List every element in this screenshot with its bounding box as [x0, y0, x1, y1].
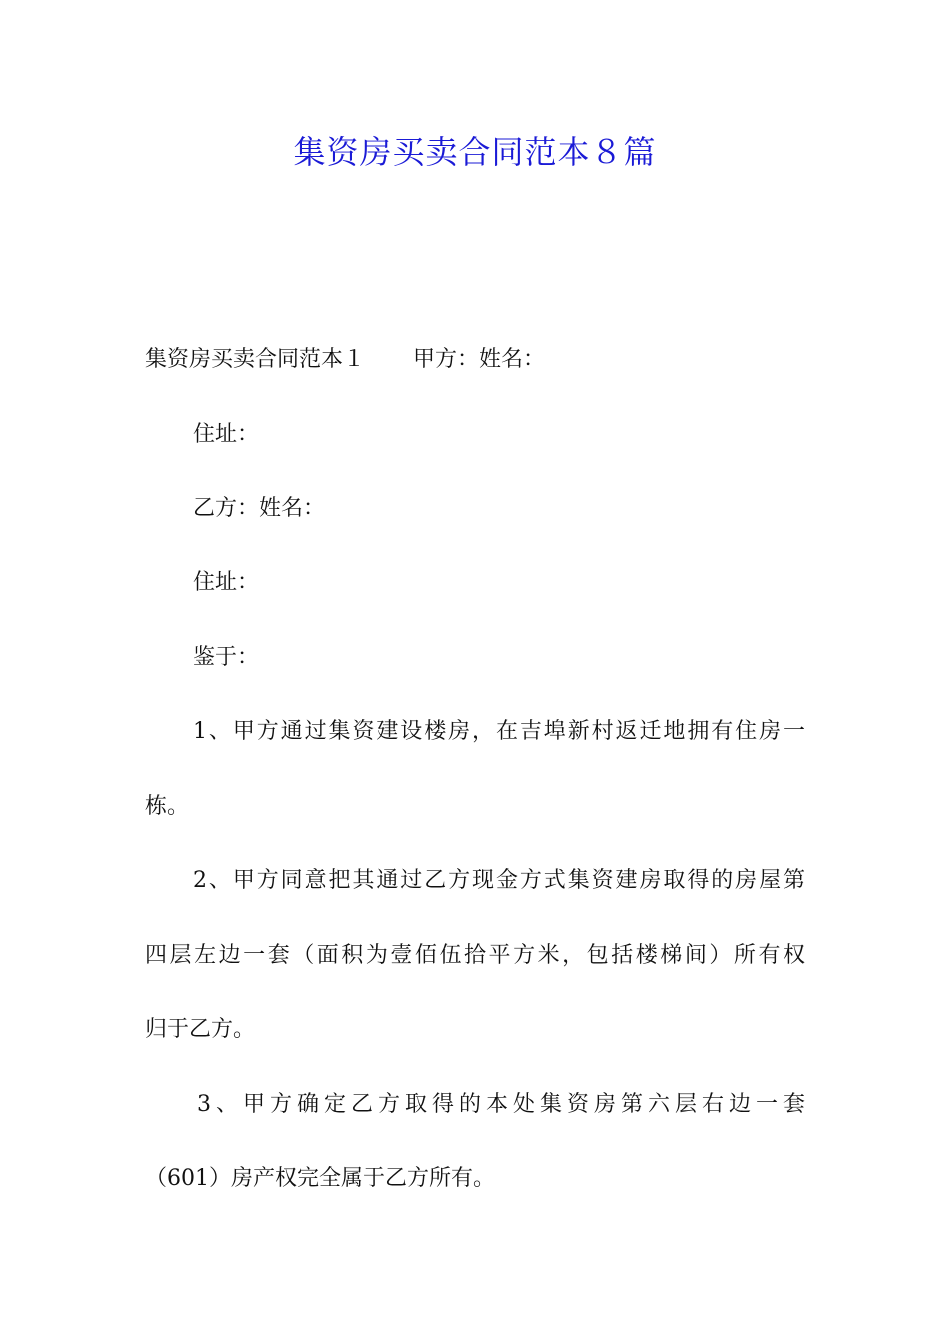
party-a-address-label: 住址： [193, 422, 260, 447]
clause-2-line-1: 2、甲方同意把其通过乙方现金方式集资建房取得的房屋第 [193, 868, 805, 893]
paragraph-heading-line [145, 344, 545, 376]
party-b-address-label: 住址： [193, 570, 260, 595]
party-b-name-label: 乙方：姓名： [193, 496, 326, 521]
clause-1-line-1: 1、甲方通过集资建设楼房，在吉埠新村返迁地拥有住房一 [193, 719, 805, 744]
whereas-label: 鉴于： [193, 645, 260, 670]
clause-1-line-2: 栋。 [145, 794, 190, 819]
document-title: 集资房买卖合同范本８篇 [293, 133, 657, 171]
clause-3-line-1: 3、甲方确定乙方取得的本处集资房第六层右边一套 [197, 1092, 805, 1117]
section-heading: 集资房买卖合同范本１ [145, 347, 366, 372]
clause-2-line-3: 归于乙方。 [145, 1017, 256, 1042]
clause-3-line-2: （601）房产权完全属于乙方所有。 [145, 1166, 495, 1191]
clause-2-line-2: 四层左边一套（面积为壹佰伍拾平方米，包括楼梯间）所有权 [145, 943, 805, 968]
party-a-name-label: 甲方：姓名： [413, 347, 546, 372]
